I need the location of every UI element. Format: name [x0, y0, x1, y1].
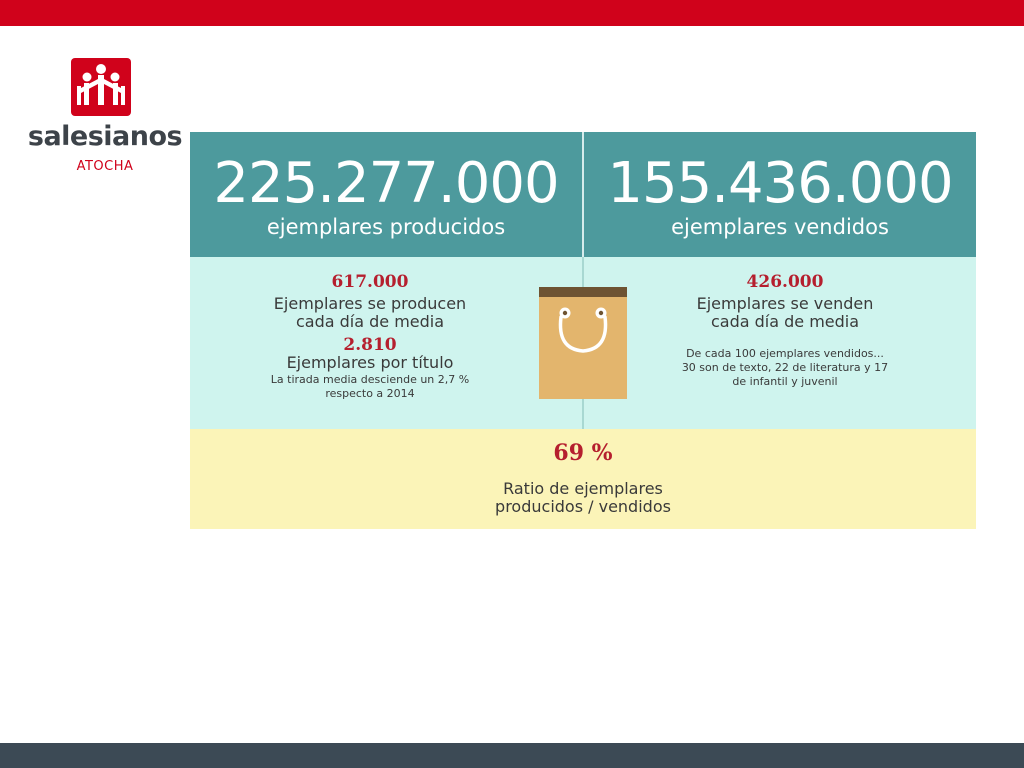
- sold-daily-label-1: Ejemplares se venden: [696, 294, 874, 313]
- top-red-bar: [0, 0, 1024, 26]
- produced-daily-label-1: Ejemplares se producen: [273, 294, 467, 313]
- shopping-bag-icon: [539, 287, 627, 399]
- produced-details: [190, 272, 550, 401]
- sold-note-1: De cada 100 ejemplares vendidos...: [686, 347, 884, 360]
- salesianos-logo: [20, 57, 190, 187]
- sold-details: [605, 272, 965, 389]
- sold-note-3: de infantil y juvenil: [732, 375, 838, 388]
- produced-daily-label-2: cada día de media: [295, 312, 445, 331]
- sold-note-2: 30 son de texto, 22 de literatura y 17: [681, 361, 889, 374]
- produced-note-1: La tirada media desciende un 2,7 %: [270, 373, 470, 386]
- produced-daily: 617.000: [331, 272, 409, 292]
- produced-total: 225.277.000: [213, 151, 559, 216]
- produced-total-label: ejemplares producidos: [266, 215, 506, 239]
- produced-note-2: respecto a 2014: [325, 387, 415, 400]
- book-production-infographic: [190, 132, 976, 529]
- produced-total-block: [190, 151, 582, 240]
- brand-subtitle: ATOCHA: [76, 159, 134, 174]
- brand-name: salesianos: [27, 121, 183, 152]
- sold-total: 155.436.000: [607, 151, 953, 216]
- sold-total-block: [584, 151, 976, 240]
- sold-daily-label-2: cada día de media: [710, 312, 860, 331]
- ratio-label-1: Ratio de ejemplares: [503, 479, 663, 498]
- people-icon: [71, 58, 131, 116]
- ratio-value: 69 %: [553, 440, 613, 466]
- sold-daily: 426.000: [746, 272, 824, 292]
- bottom-footer-bar: [0, 743, 1024, 768]
- ratio-block: [190, 440, 976, 516]
- per-title-value: 2.810: [343, 335, 397, 355]
- per-title-label: Ejemplares por título: [286, 353, 454, 372]
- sold-total-label: ejemplares vendidos: [671, 215, 889, 239]
- ratio-label-2: producidos / vendidos: [495, 497, 671, 516]
